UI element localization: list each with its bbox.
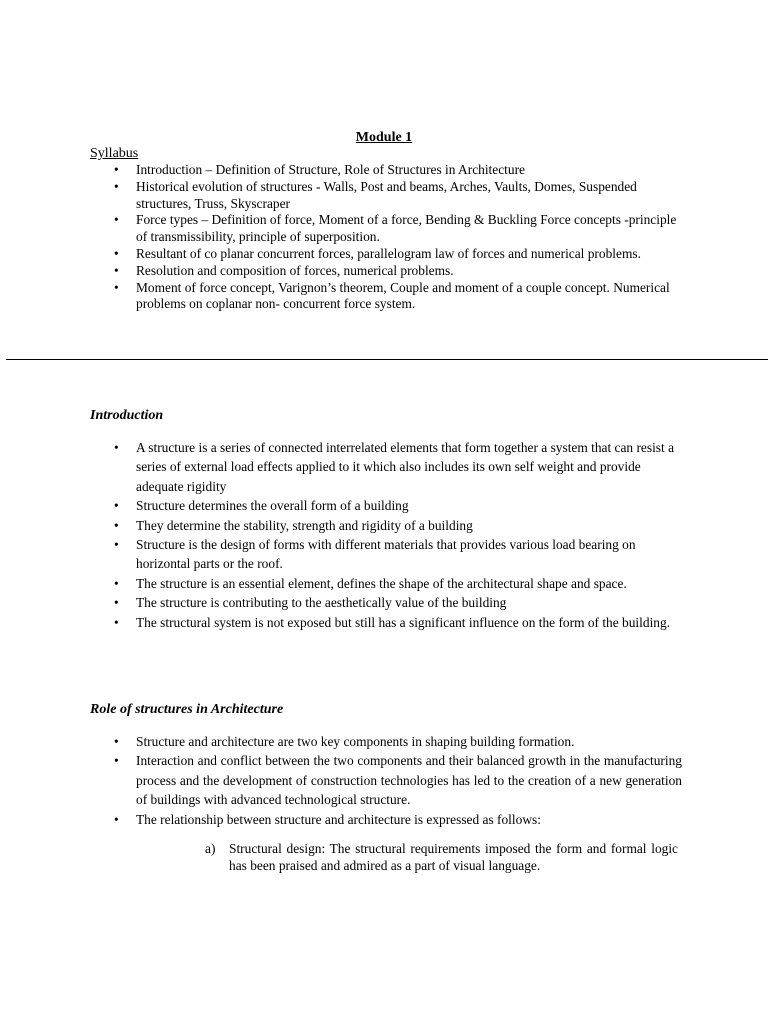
syllabus-item: • Resultant of co planar concurrent forces, parallelogram law of forces and numerical problems.	[90, 246, 690, 263]
introduction-item: • The structural system is not exposed but still has a significant influence on the form of the building.	[90, 613, 682, 632]
introduction-heading: Introduction	[90, 408, 164, 423]
syllabus-item: • Historical evolution of structures - Walls, Post and beams, Arches, Vaults, Domes, Suspended structures, Truss, Skyscraper	[90, 179, 690, 213]
syllabus-item: • Resolution and composition of forces, numerical problems.	[90, 263, 690, 280]
introduction-item: • They determine the stability, strength and rigidity of a building	[90, 516, 682, 535]
role-heading: Role of structures in Architecture	[90, 702, 284, 717]
introduction-item: • A structure is a series of connected interrelated elements that form together a system that can resist a series of external load effects applied to it which also includes its own self weight and provide adequate rigidity	[90, 438, 682, 496]
role-item: • Interaction and conflict between the two components and their balanced growth in the manufacturing process and the development of construction technologies has led to the creation of a new generation of buildings with advanced technological structure.	[90, 751, 682, 809]
role-sub-list	[205, 840, 678, 874]
introduction-item: • Structure determines the overall form of a building	[90, 496, 682, 515]
role-sub-item	[205, 840, 678, 874]
role-item: • Structure and architecture are two key components in shaping building formation.	[90, 732, 682, 751]
role-list	[90, 732, 682, 829]
introduction-list	[90, 438, 682, 632]
syllabus-item: • Introduction – Definition of Structure, Role of Structures in Architecture	[90, 162, 690, 179]
introduction-item: • The structure is contributing to the aesthetically value of the building	[90, 593, 682, 612]
role-item: • The relationship between structure and architecture is expressed as follows:	[90, 810, 682, 829]
module-title: Module 1	[355, 130, 413, 145]
sub-item-marker: a)	[205, 841, 216, 856]
syllabus-list	[90, 162, 690, 313]
syllabus-item: • Force types – Definition of force, Moment of a force, Bending & Buckling Force concepts -principle of transmissibility, principle of superposition.	[90, 212, 690, 246]
syllabus-item: • Moment of force concept, Varignon’s theorem, Couple and moment of a couple concept. Numerical problems on coplanar non- concurrent force system.	[90, 280, 690, 314]
introduction-item: • The structure is an essential element, defines the shape of the architectural shape and space.	[90, 574, 682, 593]
sub-item-text: Structural design: The structural requirements imposed the form and formal logic has been praised and admired as a part of visual language.	[229, 841, 678, 873]
horizontal-separator	[6, 359, 768, 360]
introduction-item: • Structure is the design of forms with different materials that provides various load bearing on horizontal parts or the roof.	[90, 535, 682, 574]
syllabus-label: Syllabus	[90, 146, 139, 161]
